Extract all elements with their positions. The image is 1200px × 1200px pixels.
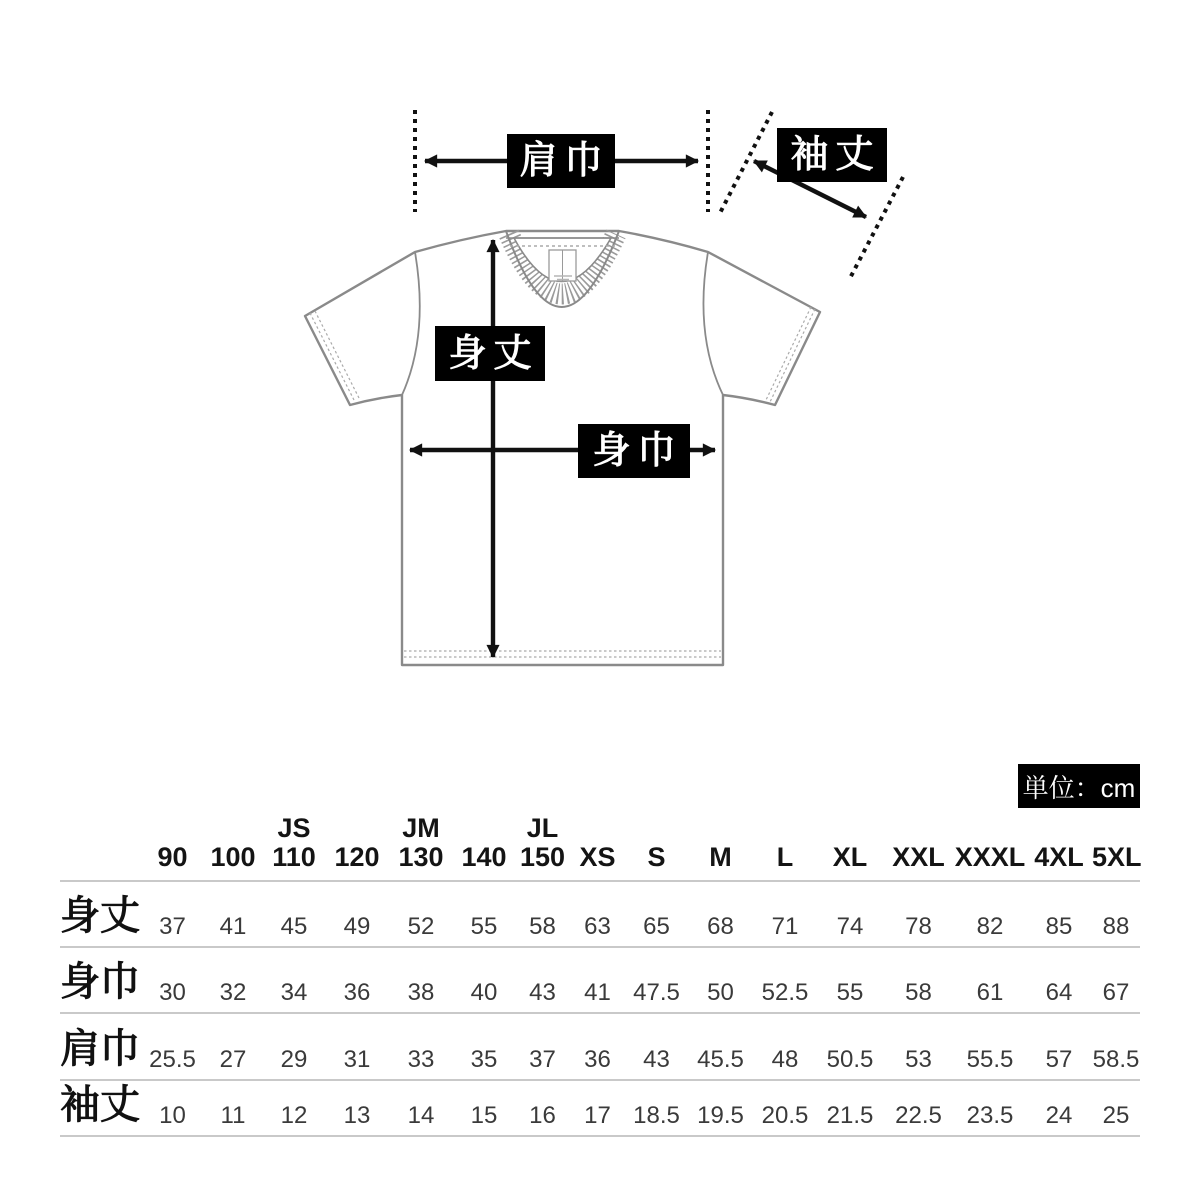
shoulder-width-label (507, 134, 615, 188)
size-value-cell: 63 (584, 913, 611, 940)
body-width-label-text: 身巾 (592, 430, 683, 472)
size-column-header: 5XL (1092, 841, 1142, 872)
size-value-cell: 68 (707, 913, 734, 940)
size-value-cell: 22.5 (895, 1102, 942, 1129)
sleeve-length-label-text: 袖丈 (790, 134, 881, 176)
size-column-header: XXL (892, 841, 945, 872)
size-value-cell: 50.5 (826, 1046, 874, 1073)
size-value-cell: 27 (219, 1046, 247, 1073)
size-column-header: 120 (334, 841, 380, 872)
size-value-cell: 67 (1102, 979, 1130, 1006)
size-column-header: 4XL (1034, 841, 1084, 872)
size-column-header: M (709, 841, 732, 872)
size-value-cell: 30 (159, 979, 186, 1006)
size-table-row (60, 947, 1140, 1013)
size-value-cell: 18.5 (633, 1102, 680, 1129)
size-row-label: 身巾 (60, 960, 140, 1004)
size-value-cell: 14 (407, 1102, 435, 1129)
size-value-cell: 52 (407, 913, 435, 940)
size-value-cell: 55 (836, 979, 864, 1006)
size-value-cell: 57 (1045, 1046, 1073, 1073)
size-value-cell: 37 (529, 1046, 556, 1073)
size-value-cell: 23.5 (966, 1102, 1014, 1129)
size-value-cell: 78 (905, 913, 932, 940)
size-value-cell: 52.5 (761, 979, 809, 1006)
corner-cell (60, 783, 142, 881)
size-row-label: 袖丈 (60, 1083, 140, 1127)
sleeve-guide-upper (720, 112, 772, 213)
size-value-cell: 41 (584, 979, 611, 1006)
size-value-cell: 71 (771, 913, 799, 940)
size-value-cell: 55.5 (966, 1046, 1014, 1073)
size-column-header: XS (579, 841, 616, 872)
size-value-cell: 65 (643, 913, 670, 940)
size-column-header: 140 (461, 841, 507, 872)
body-width-label (578, 424, 690, 478)
size-value-cell: 25.5 (149, 1046, 196, 1073)
size-value-cell: 33 (407, 1046, 435, 1073)
size-value-cell: 58 (529, 913, 556, 940)
size-value-cell: 43 (529, 979, 556, 1006)
size-value-cell: 55 (470, 913, 498, 940)
size-column-header: 100 (210, 841, 256, 872)
size-column-header: L (776, 841, 794, 872)
size-column-header: JS 110 (272, 812, 316, 872)
size-value-cell: 17 (584, 1102, 611, 1129)
size-column-header: S (647, 841, 666, 872)
shoulder-width-label-text: 肩巾 (519, 140, 610, 182)
sleeve-guide-lower (849, 177, 903, 280)
size-column-header: JL 150 (519, 812, 566, 872)
size-value-cell: 21.5 (826, 1102, 874, 1129)
size-value-cell: 49 (343, 913, 371, 940)
size-value-cell: 58 (905, 979, 932, 1006)
size-value-cell: 31 (343, 1046, 371, 1073)
size-value-cell: 10 (159, 1102, 186, 1129)
size-column-header: XXXL (954, 841, 1026, 872)
size-value-cell: 43 (643, 1046, 670, 1073)
size-value-cell: 53 (905, 1046, 932, 1073)
size-value-cell: 38 (407, 979, 435, 1006)
size-value-cell: 35 (470, 1046, 498, 1073)
size-value-cell: 47.5 (633, 979, 680, 1006)
size-value-cell: 48 (771, 1046, 799, 1073)
size-value-cell: 20.5 (761, 1102, 809, 1129)
size-table-row (60, 881, 1140, 947)
size-value-cell: 40 (470, 979, 498, 1006)
size-value-cell: 36 (584, 1046, 611, 1073)
size-value-cell: 11 (220, 1102, 246, 1129)
size-row-label: 肩巾 (60, 1027, 140, 1071)
size-value-cell: 45 (280, 913, 308, 940)
size-table-body (60, 881, 1140, 1136)
size-value-cell: 74 (836, 913, 864, 940)
size-value-cell: 16 (529, 1102, 556, 1129)
size-value-cell: 19.5 (697, 1102, 744, 1129)
size-value-cell: 29 (280, 1046, 308, 1073)
size-value-cell: 24 (1045, 1102, 1073, 1129)
unit-badge-text: 単位：cm (1022, 772, 1136, 803)
size-table-row (60, 1013, 1140, 1080)
size-value-cell: 85 (1045, 913, 1073, 940)
size-value-cell: 15 (470, 1102, 498, 1129)
size-table-row (60, 1080, 1140, 1136)
size-value-cell: 64 (1045, 979, 1073, 1006)
size-value-cell: 25 (1102, 1102, 1130, 1129)
size-value-cell: 34 (280, 979, 308, 1006)
size-value-cell: 61 (976, 979, 1004, 1006)
size-value-cell: 32 (219, 979, 247, 1006)
body-length-label (435, 326, 545, 381)
size-value-cell: 88 (1102, 913, 1130, 940)
size-value-cell: 45.5 (697, 1046, 744, 1073)
size-value-cell: 58.5 (1092, 1046, 1140, 1073)
size-value-cell: 12 (280, 1102, 308, 1129)
size-column-header: JM 130 (398, 812, 444, 872)
size-column-header: 90 (157, 841, 188, 872)
sleeve-length-label (777, 128, 887, 182)
size-column-header: XL (832, 841, 868, 872)
size-value-cell: 13 (343, 1102, 371, 1129)
size-value-cell: 37 (159, 913, 186, 940)
body-length-label-text: 身丈 (448, 332, 539, 375)
size-table-header-row (60, 783, 1140, 881)
size-value-cell: 50 (707, 979, 734, 1006)
size-value-cell: 36 (343, 979, 371, 1006)
size-value-cell: 82 (976, 913, 1004, 940)
size-table (60, 783, 1140, 1137)
size-value-cell: 41 (219, 913, 247, 940)
size-row-label: 身丈 (60, 894, 140, 938)
